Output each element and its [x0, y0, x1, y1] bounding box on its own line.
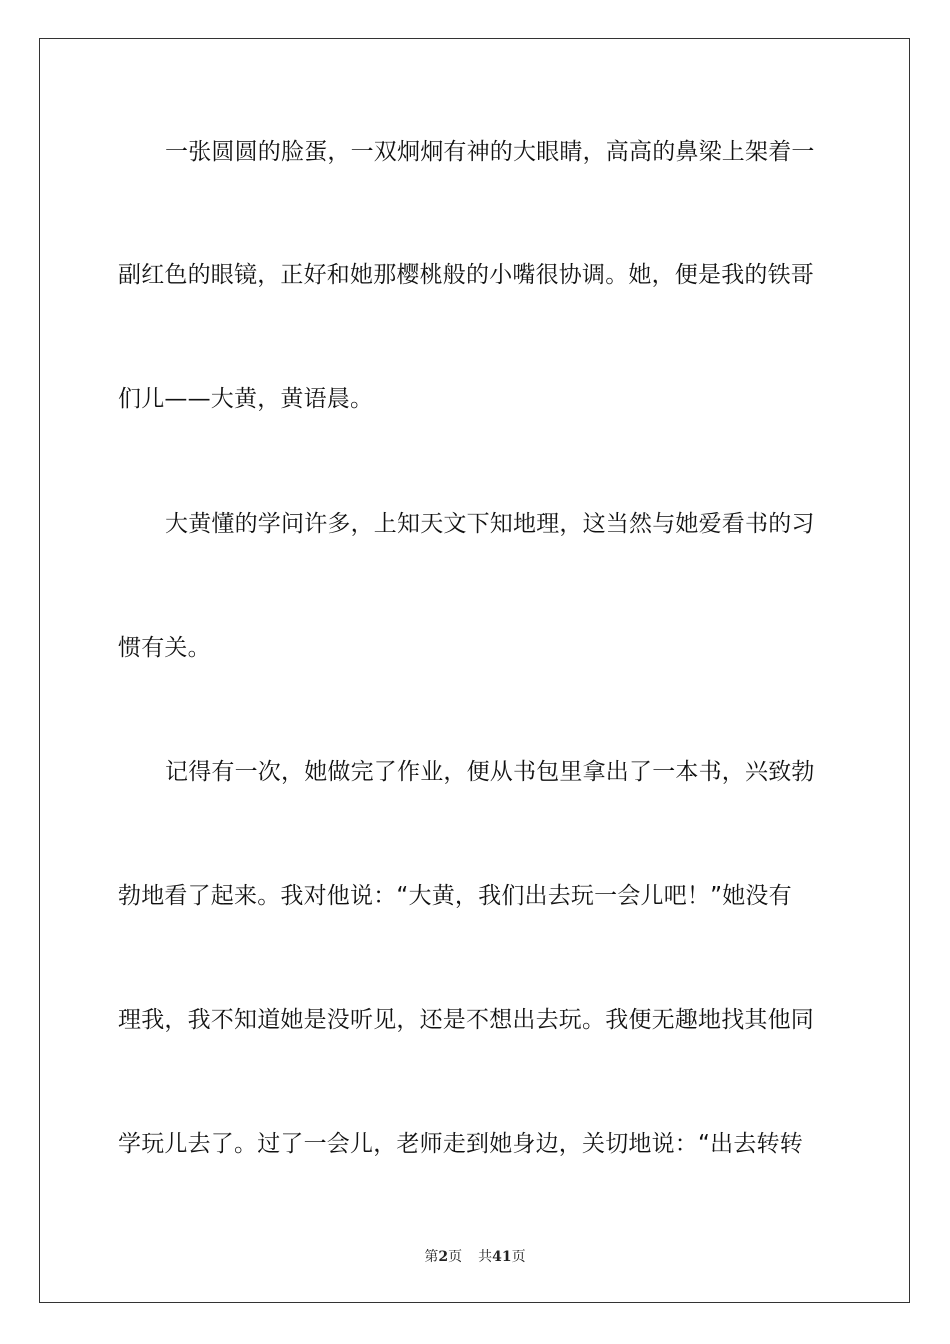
text-line-1: 一张圆圆的脸蛋，一双炯炯有神的大眼睛，高高的鼻梁上架着一 [165, 139, 815, 165]
text-line-6: 记得有一次，她做完了作业，便从书包里拿出了一本书，兴致勃 [165, 759, 815, 785]
page-border [39, 38, 910, 1303]
text-line-3: 们儿——大黄，黄语晨。 [118, 386, 374, 412]
text-line-9: 学玩儿去了。过了一会儿，老师走到她身边，关切地说：“出去转转 [118, 1131, 803, 1157]
page-number: 2 [438, 1249, 449, 1265]
total-suffix: 页 [511, 1249, 526, 1265]
total-prefix: 共 [478, 1249, 493, 1265]
text-line-8: 理我，我不知道她是没听见，还是不想出去玩。我便无趣地找其他同 [118, 1007, 814, 1033]
total-pages: 41 [492, 1249, 512, 1265]
page-prefix: 第 [424, 1249, 439, 1265]
page-suffix: 页 [448, 1249, 463, 1265]
page-footer [0, 1248, 950, 1266]
text-line-5: 惯有关。 [118, 635, 211, 661]
text-line-2: 副红色的眼镜，正好和她那樱桃般的小嘴很协调。她，便是我的铁哥 [118, 262, 814, 288]
text-line-4: 大黄懂的学问许多，上知天文下知地理，这当然与她爱看书的习 [165, 511, 815, 537]
text-line-7: 勃地看了起来。我对他说：“大黄，我们出去玩一会儿吧！”她没有 [118, 883, 792, 909]
